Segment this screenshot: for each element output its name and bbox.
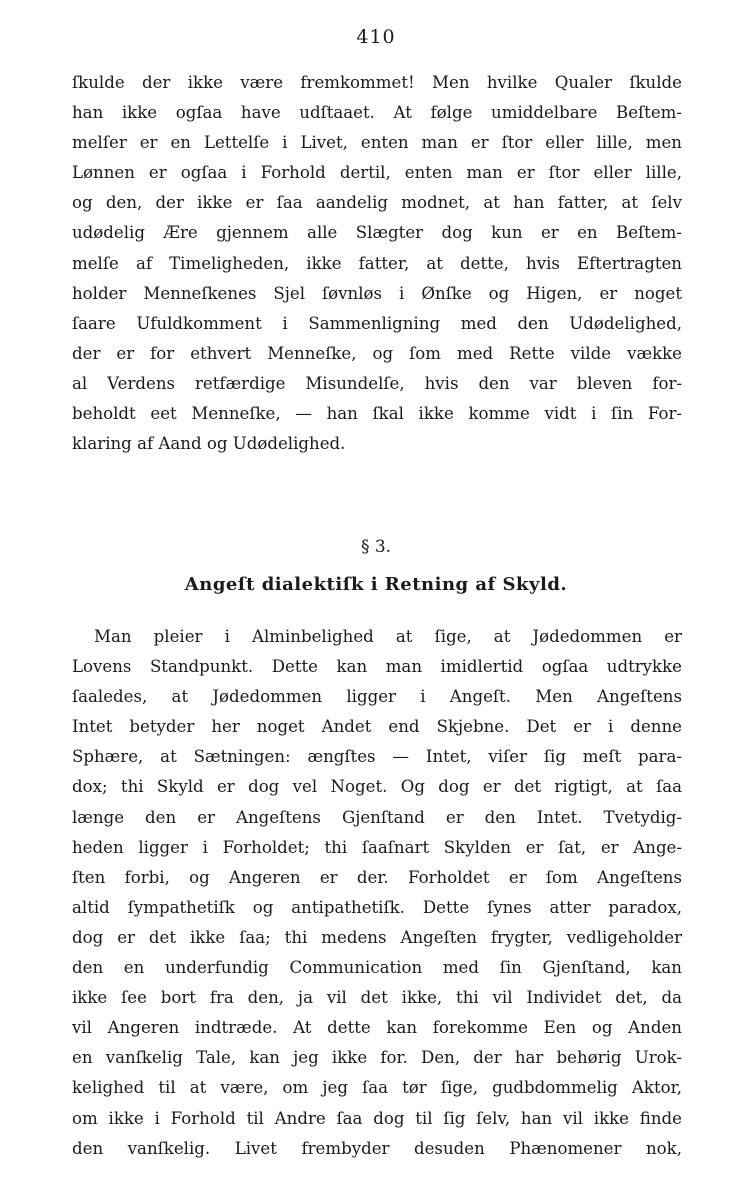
section-title: Angeſt dialektiſk i Retning af Skyld. xyxy=(184,574,568,595)
text-line: ſaaledes, at Jødedommen ligger i Angeſt. Men Angeſtens xyxy=(72,687,682,707)
text-line: Man pleier i Alminbelighed at ſige, at Jødedommen er xyxy=(94,627,682,646)
text-line: altid ſympathetiſk og antipathetiſk. Dette ſynes atter paradox, xyxy=(72,897,682,917)
text-line: dox; thi Skyld er dog vel Noget. Og dog er det rigtigt, at ſaa xyxy=(72,777,682,797)
text-line: dog er det ikke ſaa; thi medens Angeſten frygter, vedligeholder xyxy=(72,927,682,947)
text-line: han ikke ogſaa have udſtaaet. At følge umiddelbare Beſtem- xyxy=(72,103,682,123)
text-line: den vanſkelig. Livet frembyder desuden Phænomener nok, xyxy=(72,1138,682,1158)
text-line: Intet betyder her noget Andet end Skjebne. Det er i denne xyxy=(72,717,682,737)
text-line: Sphære, at Sætningen: ængſtes — Intet, viſer ſig meſt para- xyxy=(72,747,682,767)
text-line: der er for ethvert Menneſke, og ſom med Rette vilde vække xyxy=(72,343,682,363)
section-body xyxy=(72,622,682,1164)
text-line: beholdt eet Menneſke, — han ſkal ikke komme vidt i ſin For- xyxy=(72,404,682,424)
text-line: Lovens Standpunkt. Dette kan man imidlertid ogſaa udtrykke xyxy=(72,657,682,677)
text-line: den en underfundig Communication med ſin Gjenſtand, kan xyxy=(72,958,682,978)
text-line: holder Menneſkenes Sjel ſøvnløs i Ønſke og Higen, er noget xyxy=(72,283,682,303)
section-number: § 3. xyxy=(360,537,392,557)
text-line: al Verdens retfærdige Misundelſe, hvis den var bleven for- xyxy=(72,373,682,393)
text-line: ſten forbi, og Angeren er der. Forholdet er ſom Angeſtens xyxy=(72,867,682,887)
text-line: og den, der ikke er ſaa aandelig modnet, at han fatter, at ſelv xyxy=(72,193,682,213)
text-line: en vanſkelig Tale, kan jeg ikke for. Den, der har behørig Urok- xyxy=(72,1048,682,1068)
text-line: længe den er Angeſtens Gjenſtand er den Intet. Tvetydig- xyxy=(72,807,682,827)
paragraph-continued xyxy=(72,68,682,459)
text-line: ſaare Ufuldkomment i Sammenligning med den Udødelighed, xyxy=(72,313,682,333)
page-number: 410 xyxy=(356,26,396,48)
text-line: kelighed til at være, om jeg ſaa tør ſige, gudbdommelig Aktor, xyxy=(72,1078,682,1098)
text-line: udødelig Ære gjennem alle Slægter dog kun er en Beſtem- xyxy=(72,223,682,243)
text-line: melſer er en Lettelſe i Livet, enten man er ſtor eller lille, men xyxy=(72,133,682,153)
text-line: ikke ſee bort fra den, ja vil det ikke, thi vil Individet det, da xyxy=(72,988,682,1008)
text-line: om ikke i Forhold til Andre ſaa dog til ſig ſelv, han vil ikke finde xyxy=(72,1108,682,1128)
text-line: melſe af Timeligheden, ikke fatter, at dette, hvis Eftertragten xyxy=(72,253,682,273)
text-line: ſkulde der ikke være fremkommet! Men hvilke Qualer ſkulde xyxy=(72,73,682,92)
text-line: vil Angeren indtræde. At dette kan forekomme Een og Anden xyxy=(72,1018,682,1038)
text-line: klaring af Aand og Udødelighed. xyxy=(72,434,346,454)
text-line: Lønnen er ogſaa i Forhold dertil, enten man er ſtor eller lille, xyxy=(72,163,682,183)
text-line: heden ligger i Forholdet; thi ſaaſnart Skylden er ſat, er Ange- xyxy=(72,837,682,857)
